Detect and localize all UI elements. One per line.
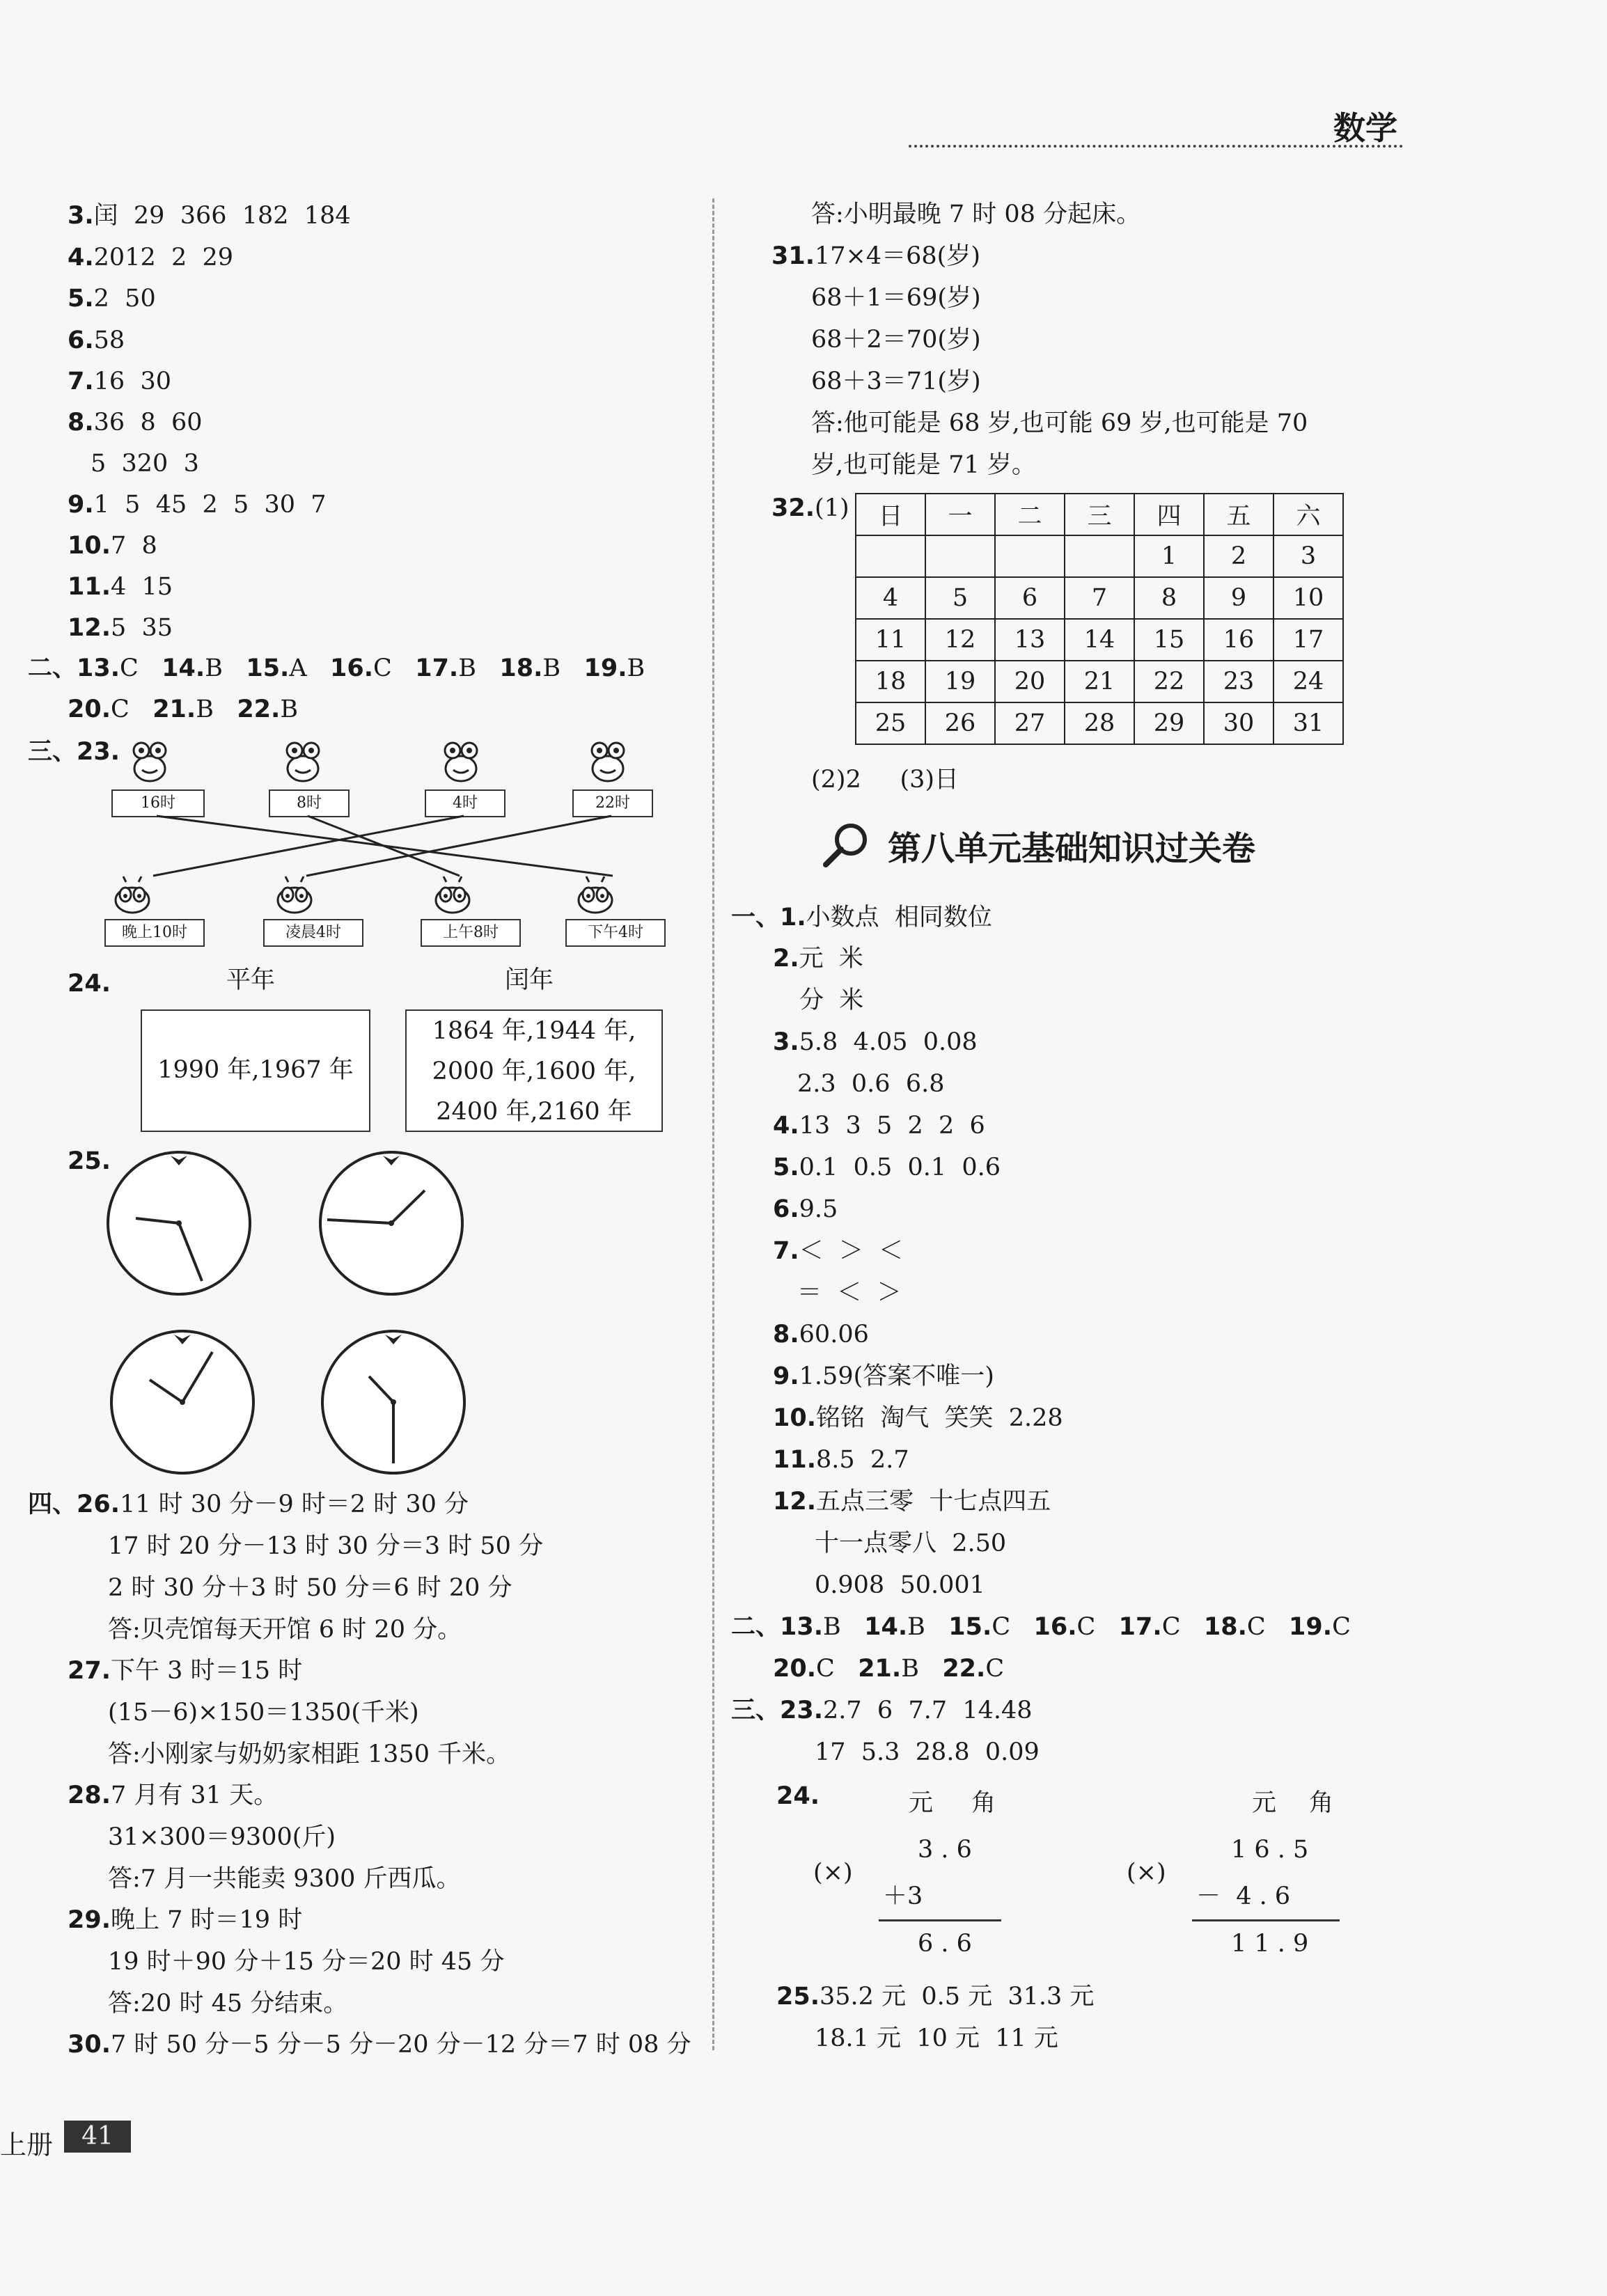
matching-lines <box>0 0 710 947</box>
common-year-list: 1990 年,1967 年 <box>157 1056 354 1084</box>
calc-line <box>879 1919 1001 1921</box>
calc-result: 6 . 6 <box>918 1930 972 1958</box>
clock-face <box>317 1149 467 1298</box>
date-cell: 19 <box>925 661 995 702</box>
magnifier-icon <box>820 820 876 869</box>
q25-line: 18.1 元 10 元 11 元 <box>815 2024 1058 2052</box>
answer-line: 8.60.06 <box>773 1321 869 1348</box>
date-cell: 25 <box>856 702 925 744</box>
column-divider <box>712 198 714 2050</box>
answer-line: 9.1 5 45 2 5 30 7 <box>68 491 327 519</box>
q26-line: 17 时 20 分－13 时 30 分＝3 时 50 分 <box>108 1532 544 1560</box>
weekday-cell: 日 <box>856 494 925 535</box>
q29-line: 19 时＋90 分＋15 分＝20 时 45 分 <box>108 1948 505 1976</box>
book-volume-label: 上册 <box>0 2130 54 2160</box>
date-cell: 7 <box>1065 577 1134 619</box>
clock-face <box>319 1328 469 1477</box>
calc-result: 1 1 . 9 <box>1231 1930 1309 1958</box>
q29-line: 29.晚上 7 时＝19 时 <box>68 1906 303 1934</box>
answer-line: 0.908 50.001 <box>815 1571 985 1599</box>
q32-sub-answers: (2)2 (3)日 <box>811 766 959 794</box>
date-cell: 15 <box>1134 619 1204 661</box>
date-cell: 16 <box>1204 619 1273 661</box>
answer-line: 10.7 8 <box>68 532 157 560</box>
q23-label: 三、23. <box>28 738 120 766</box>
answer-line: 9.1.59(答案不唯一) <box>773 1362 994 1390</box>
time-sign: 16时 <box>111 789 205 817</box>
answer-line: 12.五点三零 十七点四五 <box>773 1488 1051 1516</box>
q26-line: 2 时 30 分＋3 时 50 分＝6 时 20 分 <box>108 1574 512 1602</box>
weekday-cell: 一 <box>925 494 995 535</box>
calendar-row <box>856 535 1343 577</box>
date-cell: 3 <box>1273 535 1343 577</box>
common-year-box <box>141 1009 370 1132</box>
q28-answer: 答:7 月一共能卖 9300 斤西瓜。 <box>108 1865 461 1893</box>
time-sign: 下午4时 <box>565 919 666 947</box>
q31-line: 68＋2＝70(岁) <box>811 326 981 354</box>
page-number: 41 <box>64 2121 131 2153</box>
q30-answer: 答:小明最晚 7 时 08 分起床。 <box>811 200 1141 228</box>
weekday-cell: 六 <box>1273 494 1343 535</box>
time-sign: 凌晨4时 <box>263 919 363 947</box>
multiple-choice-row: 20.C 21.B 22.C <box>773 1655 1005 1683</box>
weekday-cell: 五 <box>1204 494 1273 535</box>
date-cell: 20 <box>995 661 1065 702</box>
date-cell: 11 <box>856 619 925 661</box>
calc-row: 1 6 . 5 <box>1231 1836 1309 1864</box>
unit-yuan: 元 <box>1252 1789 1277 1817</box>
q31-answer: 岁,也可能是 71 岁。 <box>811 451 1036 479</box>
answer-line: 2.3 0.6 6.8 <box>797 1070 945 1098</box>
date-cell: 13 <box>995 619 1065 661</box>
q30-line: 30.7 时 50 分－5 分－5 分－20 分－12 分＝7 时 08 分 <box>68 2031 691 2059</box>
answer-line: 2.元 米 <box>773 945 863 973</box>
section-title: 第八单元基础知识过关卷 <box>888 829 1256 868</box>
q26-answer: 答:贝壳馆每天开馆 6 时 20 分。 <box>108 1616 462 1644</box>
date-cell: 9 <box>1204 577 1273 619</box>
bug-icon <box>428 874 477 920</box>
calendar-row <box>856 702 1343 744</box>
time-sign: 4时 <box>425 789 505 817</box>
unit-yuan: 元 <box>909 1789 934 1817</box>
date-cell: 29 <box>1134 702 1204 744</box>
answer-line: 5 320 3 <box>91 450 199 478</box>
date-cell: 27 <box>995 702 1065 744</box>
calendar-row <box>856 661 1343 702</box>
answer-line: 11.4 15 <box>68 573 173 601</box>
q23-line: 17 5.3 28.8 0.09 <box>815 1738 1040 1766</box>
calendar-row <box>856 619 1343 661</box>
date-cell: 21 <box>1065 661 1134 702</box>
q31-line: 68＋1＝69(岁) <box>811 284 981 312</box>
bug-icon <box>270 874 319 920</box>
time-sign: 22时 <box>572 789 653 817</box>
answer-line: 5.0.1 0.5 0.1 0.6 <box>773 1154 1001 1181</box>
unit-jiao: 角 <box>1309 1789 1334 1817</box>
date-cell: 17 <box>1273 619 1343 661</box>
date-cell: 8 <box>1134 577 1204 619</box>
answer-line: 3.闰 29 366 182 184 <box>68 202 351 230</box>
date-cell: 26 <box>925 702 995 744</box>
calendar-table <box>855 493 1344 745</box>
date-cell: 1 <box>1134 535 1204 577</box>
answer-line: 6.9.5 <box>773 1195 838 1223</box>
q25-line: 25.35.2 元 0.5 元 31.3 元 <box>776 1983 1095 2011</box>
date-cell: 6 <box>995 577 1065 619</box>
date-cell: 14 <box>1065 619 1134 661</box>
date-cell: 24 <box>1273 661 1343 702</box>
leap-year-box <box>405 1009 663 1132</box>
q27-answer: 答:小刚家与奶奶家相距 1350 千米。 <box>108 1740 511 1768</box>
multiple-choice-row: 20.C 21.B 22.B <box>68 695 299 723</box>
weekday-cell: 二 <box>995 494 1065 535</box>
q31-line: 31.17×4＝68(岁) <box>771 242 980 270</box>
date-cell: 30 <box>1204 702 1273 744</box>
answer-line: 10.铭铭 淘气 笑笑 2.28 <box>773 1404 1063 1432</box>
leap-year-line: 2400 年,2160 年 <box>436 1098 632 1126</box>
date-cell: 18 <box>856 661 925 702</box>
calendar-row <box>856 577 1343 619</box>
q26-line: 四、26.11 时 30 分－9 时＝2 时 30 分 <box>28 1491 469 1518</box>
answer-line: 4.2012 2 29 <box>68 244 234 272</box>
q27-line: 27.下午 3 时＝15 时 <box>68 1657 303 1685</box>
multiple-choice-row: 二、13.B 14.B 15.C 16.C 17.C 18.C 19.C <box>731 1613 1351 1641</box>
answer-line: 一、1.小数点 相同数位 <box>731 904 992 931</box>
answer-line: 6.58 <box>68 327 125 354</box>
q31-answer: 答:他可能是 68 岁,也可能 69 岁,也可能是 70 <box>811 409 1308 437</box>
date-cell: 12 <box>925 619 995 661</box>
multiple-choice-row: 二、13.C 14.B 15.A 16.C 17.B 18.B 19.B <box>28 654 645 682</box>
date-cell: 23 <box>1204 661 1273 702</box>
weekday-cell: 三 <box>1065 494 1134 535</box>
q23-line: 三、23.2.7 6 7.7 14.48 <box>731 1697 1033 1724</box>
date-cell: 31 <box>1273 702 1343 744</box>
answer-line: 5.2 50 <box>68 285 156 313</box>
time-sign: 晚上10时 <box>104 919 205 947</box>
q24-label: 24. <box>776 1782 820 1810</box>
calc-row: － 4 . 6 <box>1196 1882 1291 1910</box>
q32-label: 32.(1) <box>771 494 849 522</box>
answer-line: 4.13 3 5 2 2 6 <box>773 1112 985 1140</box>
date-cell: 28 <box>1065 702 1134 744</box>
answer-line: 7.＜ ＞ ＜ <box>773 1237 904 1265</box>
bug-icon <box>108 874 157 920</box>
q28-line: 28.7 月有 31 天。 <box>68 1782 279 1809</box>
weekday-cell: 四 <box>1134 494 1204 535</box>
clock-face <box>108 1328 258 1477</box>
header-dotted-line <box>909 145 1403 148</box>
answer-line: ＝ ＜ ＞ <box>797 1279 902 1307</box>
date-cell <box>1065 535 1134 577</box>
calc-row: ＋3 <box>883 1882 923 1910</box>
q25-label: 25. <box>68 1147 111 1175</box>
answer-line: 11.8.5 2.7 <box>773 1446 909 1474</box>
answer-line: 7.16 30 <box>68 368 171 395</box>
answer-line: 12.5 35 <box>68 614 173 642</box>
leap-year-line: 2000 年,1600 年, <box>432 1057 636 1085</box>
judgment-mark: (×) <box>813 1859 853 1887</box>
date-cell: 10 <box>1273 577 1343 619</box>
answer-line: 8.36 8 60 <box>68 409 203 437</box>
calc-row: 3 . 6 <box>918 1836 972 1864</box>
date-cell: 5 <box>925 577 995 619</box>
answer-line: 分 米 <box>799 986 864 1014</box>
date-cell: 22 <box>1134 661 1204 702</box>
date-cell <box>925 535 995 577</box>
q31-line: 68＋3＝71(岁) <box>811 368 981 395</box>
unit-jiao: 角 <box>971 1789 996 1817</box>
calendar-header-row <box>856 494 1343 535</box>
date-cell: 4 <box>856 577 925 619</box>
subject-title: 数学 <box>1333 109 1397 147</box>
date-cell: 2 <box>1204 535 1273 577</box>
leap-year-list <box>407 1011 661 1132</box>
bug-icon <box>571 874 620 920</box>
q28-line: 31×300＝9300(斤) <box>108 1823 336 1851</box>
clock-face <box>104 1149 254 1298</box>
answer-line: 十一点零八 2.50 <box>815 1530 1007 1557</box>
q24-label: 24. <box>68 970 111 998</box>
q27-line: (15－6)×150＝1350(千米) <box>108 1699 419 1727</box>
q24-heading-common-year: 平年 <box>226 966 276 994</box>
answer-line: 3.5.8 4.05 0.08 <box>773 1028 978 1056</box>
leap-year-line: 1864 年,1944 年, <box>432 1017 636 1045</box>
q29-answer: 答:20 时 45 分结束。 <box>108 1990 348 2018</box>
time-sign: 上午8时 <box>421 919 521 947</box>
time-sign: 8时 <box>269 789 350 817</box>
q24-heading-leap-year: 闰年 <box>505 966 554 994</box>
date-cell <box>995 535 1065 577</box>
date-cell <box>856 535 925 577</box>
calc-line <box>1192 1919 1340 1921</box>
judgment-mark: (×) <box>1127 1859 1166 1887</box>
